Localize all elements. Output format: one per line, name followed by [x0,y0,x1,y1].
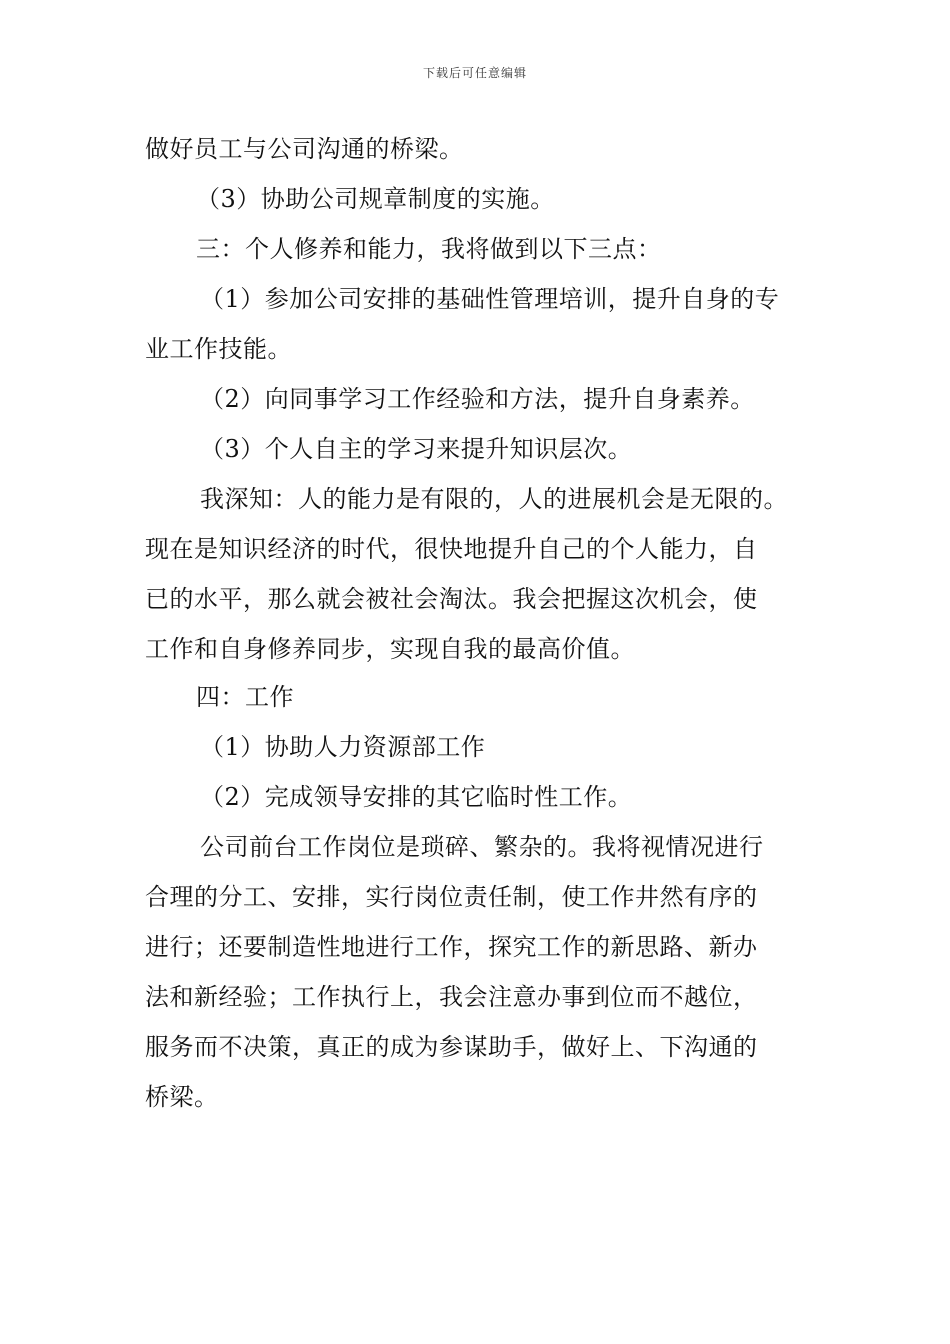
text-line: 四：工作 [196,683,294,711]
text-line: （2）向同事学习工作经验和方法，提升自身素养。 [200,385,755,413]
page-header: 下载后可任意编辑 [422,66,527,80]
text-line: 做好员工与公司沟通的桥梁。 [145,135,464,163]
text-line: 业工作技能。 [145,335,292,363]
text-line: 合理的分工、安排，实行岗位责任制，使工作井然有序的 [145,883,758,911]
text-line: 进行；还要制造性地进行工作，探究工作的新思路、新办 [145,933,758,961]
text-line: 现在是知识经济的时代，很快地提升自己的个人能力，自 [145,535,758,563]
text-line: （2）完成领导安排的其它临时性工作。 [200,783,633,811]
text-line: 工作和自身修养同步，实现自我的最高价值。 [145,635,635,663]
text-line: （1）协助人力资源部工作 [200,733,486,761]
text-line: 我深知：人的能力是有限的，人的进展机会是无限的。 [200,485,788,513]
text-line: 法和新经验；工作执行上，我会注意办事到位而不越位， [145,983,758,1011]
text-line: （1）参加公司安排的基础性管理培训，提升自身的专 [200,285,780,313]
text-line: 服务而不决策，真正的成为参谋助手，做好上、下沟通的 [145,1033,758,1061]
text-line: 已的水平，那么就会被社会淘汰。我会把握这次机会，使 [145,585,758,613]
text-line: （3）协助公司规章制度的实施。 [196,185,555,213]
text-line: 三：个人修养和能力，我将做到以下三点： [196,235,662,263]
text-line: 公司前台工作岗位是琐碎、繁杂的。我将视情况进行 [200,833,764,861]
text-line: 桥梁。 [145,1083,219,1111]
text-line: （3）个人自主的学习来提升知识层次。 [200,435,633,463]
